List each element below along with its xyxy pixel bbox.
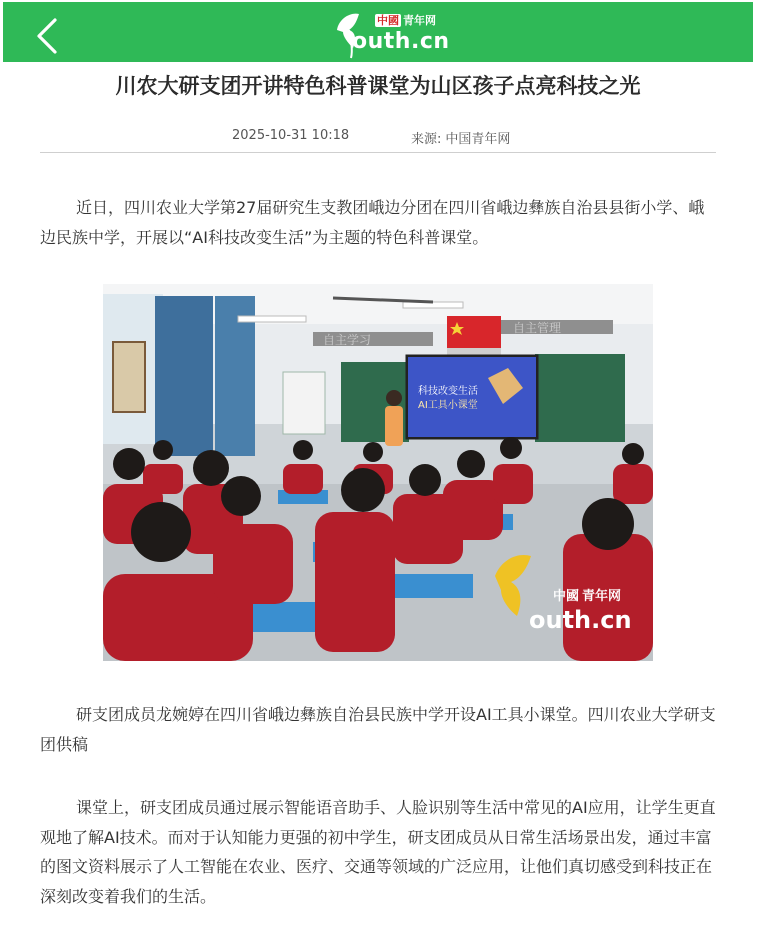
- article-paragraph-3: 课堂上，研支团成员通过展示智能语音助手、人脸识别等生活中常见的AI应用，让学生更直观地了解AI技术。而对于认知能力更强的初中学生，研支团成员从日常生活场景出发，通过丰富的图文资料展示了人工智能在农业、医疗、交通等领域的广泛应用，让他们真切感受到科技正在深刻改变着我们的生活。: [40, 798, 716, 906]
- source-label: 来源:: [411, 132, 442, 147]
- photo-watermark-en: outh.cn: [529, 606, 632, 634]
- source-value: 中国青年网: [445, 132, 511, 147]
- article-title: 川农大研支团开讲特色科普课堂为山区孩子点亮科技之光: [115, 74, 641, 98]
- photo-banner-left: 自主学习: [323, 333, 372, 347]
- photo-screen-line2: AI工具小课堂: [418, 400, 478, 411]
- classroom-photo[interactable]: [103, 284, 653, 661]
- photo-watermark-cn-text: 青年网: [582, 589, 622, 604]
- photo-watermark-cn-box: 中國: [553, 589, 580, 604]
- article-source: [411, 128, 510, 147]
- top-bar: [3, 2, 753, 62]
- photo-screen-line1: 科技改变生活: [418, 386, 478, 397]
- article-paragraph-1: 近日，四川农业大学第27届研究生支教团峨边分团在四川省峨边彝族自治县县街小学、峨边民族中学，开展以“AI科技改变生活”为主题的特色科普课堂。: [40, 198, 705, 247]
- photo-banner-right: 自主管理: [513, 321, 562, 335]
- photo-caption: 研支团成员龙婉婷在四川省峨边彝族自治县民族中学开设AI工具小课堂。四川农业大学研支团供稿: [40, 705, 716, 754]
- chevron-left-icon[interactable]: [33, 16, 65, 56]
- publish-date: 2025-10-31 10:18: [232, 128, 350, 143]
- site-logo-cn: [375, 12, 436, 28]
- logo-cn-box: 中國: [377, 14, 399, 27]
- meta-divider: [40, 152, 716, 153]
- site-logo-en: outh.cn: [352, 29, 450, 54]
- logo-cn-text: 青年网: [403, 14, 436, 27]
